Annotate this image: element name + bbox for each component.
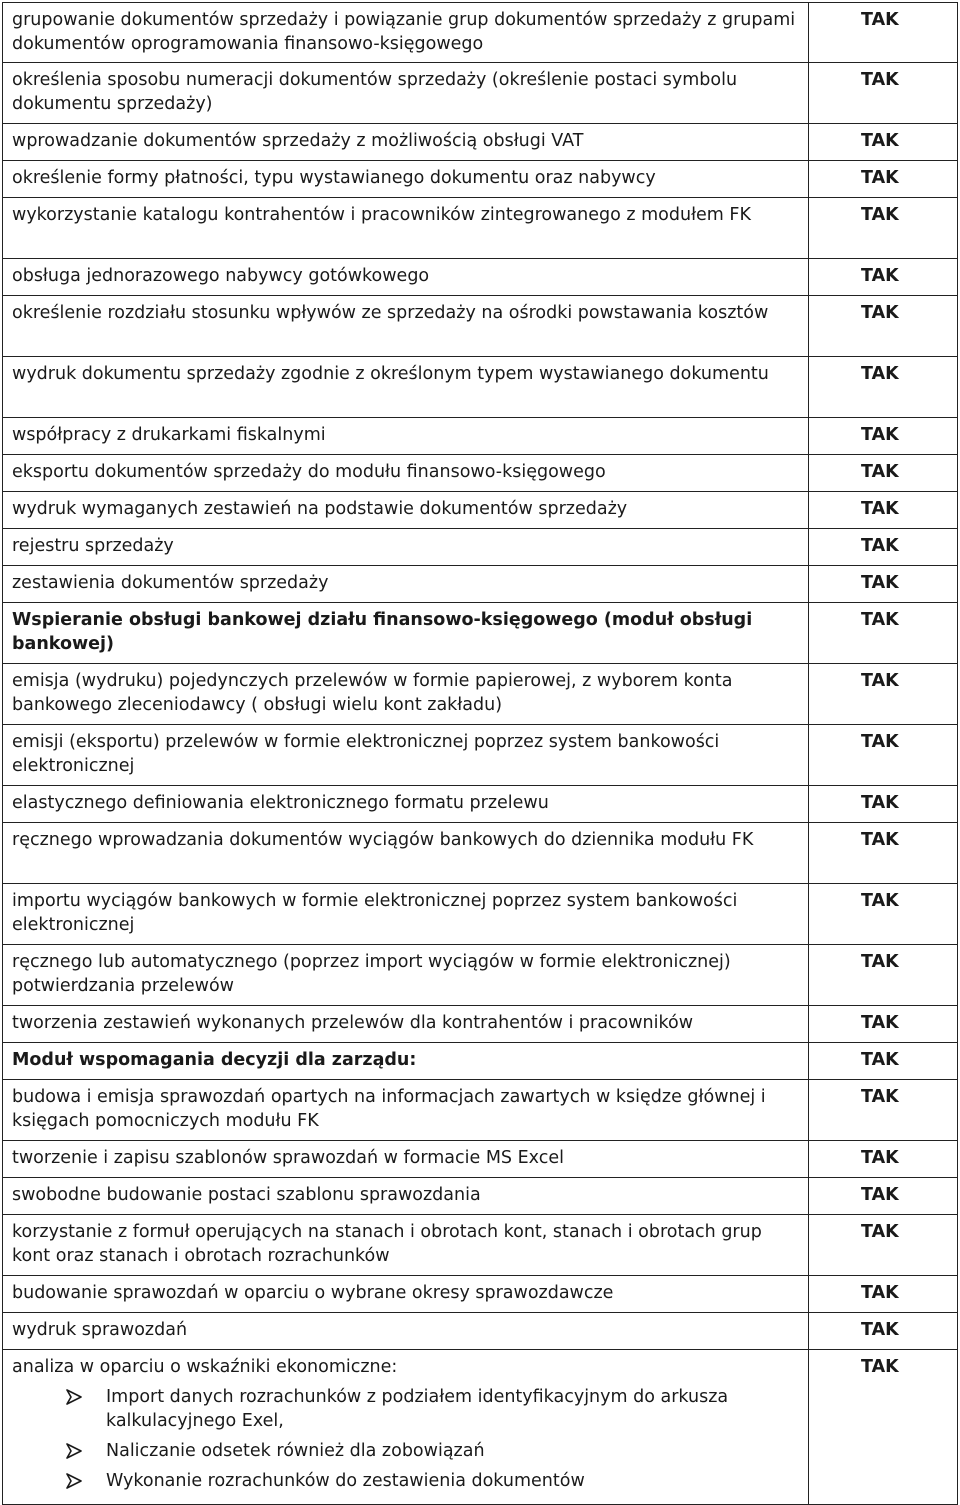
- requirement-text: grupowanie dokumentów sprzedaży i powiązanie grup dokumentów sprzedaży z grupami dokumentów oprogramowania finansowo-księgowego: [3, 3, 809, 63]
- requirement-text: ręcznego lub automatycznego (poprzez import wyciągów w formie elektronicznej) potwierdzania przelewów: [3, 945, 809, 1006]
- requirement-value: TAK: [809, 884, 958, 945]
- requirement-value: TAK: [809, 823, 958, 884]
- list-item: [12, 1439, 802, 1463]
- requirement-text: elastycznego definiowania elektronicznego formatu przelewu: [3, 786, 809, 823]
- requirement-cell: [3, 1350, 809, 1505]
- requirement-value: TAK: [809, 664, 958, 725]
- requirement-value: TAK: [809, 296, 958, 357]
- requirement-text: wydruk wymaganych zestawień na podstawie dokumentów sprzedaży: [3, 492, 809, 529]
- table-row: [3, 1006, 958, 1043]
- requirement-value: TAK: [809, 161, 958, 198]
- requirement-value: TAK: [809, 1141, 958, 1178]
- table-row: [3, 1080, 958, 1141]
- requirement-value: TAK: [809, 455, 958, 492]
- document-page: [2, 2, 958, 1505]
- requirement-text: eksportu dokumentów sprzedaży do modułu finansowo-księgowego: [3, 455, 809, 492]
- requirement-text: analiza w oparciu o wskaźniki ekonomiczne:: [12, 1357, 398, 1377]
- requirement-value: TAK: [809, 492, 958, 529]
- requirement-text: budowanie sprawozdań w oparciu o wybrane okresy sprawozdawcze: [3, 1276, 809, 1313]
- requirement-value: TAK: [809, 259, 958, 296]
- table-row: [3, 1276, 958, 1313]
- requirement-text: importu wyciągów bankowych w formie elektronicznej poprzez system bankowości elektronicznej: [3, 884, 809, 945]
- requirement-text: określenie rozdziału stosunku wpływów ze sprzedaży na ośrodki powstawania kosztów: [3, 296, 809, 357]
- table-row: [3, 1043, 958, 1080]
- table-row: [3, 296, 958, 357]
- requirement-value: TAK: [809, 3, 958, 63]
- table-row: [3, 357, 958, 418]
- table-row: [3, 664, 958, 725]
- requirement-text: współpracy z drukarkami fiskalnymi: [3, 418, 809, 455]
- requirement-value: TAK: [809, 1080, 958, 1141]
- table-row: [3, 1350, 958, 1505]
- requirement-text: wydruk sprawozdań: [3, 1313, 809, 1350]
- requirement-text: tworzenie i zapisu szablonów sprawozdań w formacie MS Excel: [3, 1141, 809, 1178]
- requirement-value: TAK: [809, 786, 958, 823]
- requirement-text: korzystanie z formuł operujących na stanach i obrotach kont, stanach i obrotach grup kont oraz stanach i obrotach rozrachunków: [3, 1215, 809, 1276]
- bullet-list: [12, 1385, 802, 1493]
- table-row: [3, 529, 958, 566]
- table-row: [3, 3, 958, 63]
- table-row: [3, 418, 958, 455]
- arrow-bullet-icon: [66, 1473, 82, 1489]
- requirement-value: TAK: [809, 1313, 958, 1350]
- table-row: [3, 455, 958, 492]
- requirement-value: TAK: [809, 357, 958, 418]
- requirement-text: emisji (eksportu) przelewów w formie elektronicznej poprzez system bankowości elektronicznej: [3, 725, 809, 786]
- table-row: [3, 161, 958, 198]
- requirement-value: TAK: [809, 945, 958, 1006]
- table-row: [3, 1178, 958, 1215]
- requirements-table: [2, 2, 958, 1505]
- table-row: [3, 492, 958, 529]
- list-item: [12, 1385, 802, 1433]
- requirement-value: TAK: [809, 63, 958, 124]
- requirement-text: ręcznego wprowadzania dokumentów wyciągów bankowych do dziennika modułu FK: [3, 823, 809, 884]
- requirement-value: TAK: [809, 1178, 958, 1215]
- table-row: [3, 603, 958, 664]
- table-row: [3, 1215, 958, 1276]
- requirement-text: obsługa jednorazowego nabywcy gotówkowego: [3, 259, 809, 296]
- requirement-value: TAK: [809, 124, 958, 161]
- requirement-text: wprowadzanie dokumentów sprzedaży z możliwością obsługi VAT: [3, 124, 809, 161]
- requirement-value: TAK: [809, 566, 958, 603]
- bullet-text: Import danych rozrachunków z podziałem identyfikacyjnym do arkusza kalkulacyjnego Exel,: [106, 1387, 729, 1431]
- requirement-text: określenie formy płatności, typu wystawianego dokumentu oraz nabywcy: [3, 161, 809, 198]
- requirement-value: TAK: [809, 725, 958, 786]
- requirement-value: TAK: [809, 1276, 958, 1313]
- requirement-text: określenia sposobu numeracji dokumentów sprzedaży (określenie postaci symbolu dokumentu sprzedaży): [3, 63, 809, 124]
- requirement-text: zestawienia dokumentów sprzedaży: [3, 566, 809, 603]
- section-heading: Wspieranie obsługi bankowej działu finansowo-księgowego (moduł obsługi bankowej): [3, 603, 809, 664]
- requirement-text: budowa i emisja sprawozdań opartych na informacjach zawartych w księdze głównej i księgach pomocniczych modułu FK: [3, 1080, 809, 1141]
- requirement-text: rejestru sprzedaży: [3, 529, 809, 566]
- requirement-value: TAK: [809, 1215, 958, 1276]
- table-row: [3, 566, 958, 603]
- bullet-text: Wykonanie rozrachunków do zestawienia dokumentów: [106, 1471, 585, 1491]
- table-row: [3, 124, 958, 161]
- arrow-bullet-icon: [66, 1389, 82, 1405]
- requirement-value: TAK: [809, 1350, 958, 1505]
- table-row: [3, 725, 958, 786]
- requirement-text: tworzenia zestawień wykonanych przelewów dla kontrahentów i pracowników: [3, 1006, 809, 1043]
- table-row: [3, 1141, 958, 1178]
- table-row: [3, 198, 958, 259]
- requirement-text: wydruk dokumentu sprzedaży zgodnie z określonym typem wystawianego dokumentu: [3, 357, 809, 418]
- requirement-value: TAK: [809, 198, 958, 259]
- table-row: [3, 786, 958, 823]
- requirement-text: swobodne budowanie postaci szablonu sprawozdania: [3, 1178, 809, 1215]
- table-row: [3, 63, 958, 124]
- table-row: [3, 823, 958, 884]
- requirement-text: wykorzystanie katalogu kontrahentów i pracowników zintegrowanego z modułem FK: [3, 198, 809, 259]
- table-row: [3, 884, 958, 945]
- bullet-text: Naliczanie odsetek również dla zobowiązań: [106, 1441, 485, 1461]
- arrow-bullet-icon: [66, 1443, 82, 1459]
- list-item: [12, 1469, 802, 1493]
- table-row: [3, 259, 958, 296]
- requirement-value: TAK: [809, 418, 958, 455]
- table-row: [3, 945, 958, 1006]
- requirement-text: emisja (wydruku) pojedynczych przelewów w formie papierowej, z wyborem konta bankowego zleceniodawcy ( obsługi wielu kont zakładu): [3, 664, 809, 725]
- requirement-value: TAK: [809, 529, 958, 566]
- section-heading: Moduł wspomagania decyzji dla zarządu:: [3, 1043, 809, 1080]
- requirement-value: TAK: [809, 603, 958, 664]
- table-row: [3, 1313, 958, 1350]
- requirement-value: TAK: [809, 1043, 958, 1080]
- requirement-value: TAK: [809, 1006, 958, 1043]
